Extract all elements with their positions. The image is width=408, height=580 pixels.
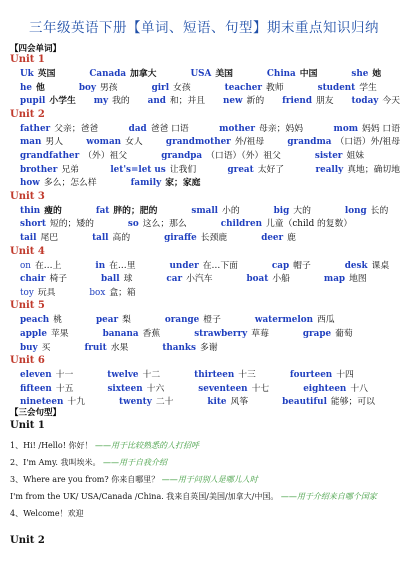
word-chinese: 外/祖母 bbox=[234, 137, 265, 148]
word-chinese: 十四 bbox=[336, 370, 354, 381]
word-chinese: 课桌 bbox=[371, 260, 390, 271]
word-english: new bbox=[222, 96, 243, 107]
word-english: peach bbox=[20, 315, 50, 326]
word-chinese: 风筝 bbox=[230, 397, 249, 408]
word-chinese: 短的；矮的 bbox=[49, 219, 94, 230]
word-english: really bbox=[315, 164, 344, 175]
word-english: fourteen bbox=[289, 370, 333, 381]
word-english: apple bbox=[20, 329, 47, 339]
word-english: fat bbox=[95, 205, 110, 216]
word-chinese: 西瓜 bbox=[316, 315, 335, 326]
word-english: grape bbox=[302, 329, 332, 339]
word-english: eighteen bbox=[303, 383, 347, 394]
word-english: fifteen bbox=[20, 383, 52, 394]
word-chinese: 椅子 bbox=[49, 274, 68, 285]
word-english: tail bbox=[20, 233, 37, 243]
sentence-line bbox=[10, 457, 167, 468]
word-english: grandfather bbox=[20, 151, 80, 161]
word-english: ball bbox=[101, 274, 120, 285]
word-english: twenty bbox=[119, 397, 152, 408]
word-chinese: 女孩 bbox=[173, 82, 191, 93]
word-chinese: 她 bbox=[372, 69, 382, 79]
word-chinese: 我的 bbox=[112, 96, 130, 107]
word-english: pear bbox=[96, 315, 119, 326]
word-chinese: 小船 bbox=[272, 274, 290, 285]
unit-heading: Unit 6 bbox=[10, 355, 45, 367]
word-chinese: 和；并且 bbox=[169, 96, 206, 107]
unit-heading: Unit 4 bbox=[10, 245, 45, 257]
word-english: he bbox=[20, 82, 32, 93]
word-english: thanks bbox=[162, 342, 196, 353]
word-chinese: 长颈鹿 bbox=[200, 233, 228, 243]
sentence-line bbox=[10, 440, 199, 451]
word-chinese: 高的 bbox=[112, 233, 131, 243]
word-chinese: 水果 bbox=[110, 342, 129, 353]
word-english: Uk bbox=[20, 69, 34, 79]
word-english: great bbox=[227, 164, 254, 175]
word-chinese: 香蕉 bbox=[142, 329, 161, 339]
word-chinese: 玩具 bbox=[37, 287, 56, 298]
word-english: on bbox=[20, 260, 31, 271]
word-chinese: 十五 bbox=[55, 383, 74, 394]
word-english: teacher bbox=[224, 82, 263, 93]
word-chinese: 十三 bbox=[238, 370, 256, 381]
word-chinese: 葡萄 bbox=[335, 329, 353, 339]
word-english: boy bbox=[78, 82, 96, 93]
word-chinese: 他 bbox=[36, 82, 45, 93]
word-chinese: 十七 bbox=[251, 383, 270, 394]
word-english: small bbox=[191, 205, 219, 216]
word-english: pupil bbox=[20, 96, 46, 107]
word-chinese: 今天 bbox=[382, 96, 400, 107]
word-english: thin bbox=[20, 205, 41, 216]
word-english: she bbox=[351, 69, 369, 79]
word-chinese: 能够；可以 bbox=[330, 397, 375, 408]
word-chinese: 十六 bbox=[146, 383, 165, 394]
word-english: short bbox=[20, 219, 46, 230]
word-chinese: 球 bbox=[123, 274, 133, 285]
word-english: let's=let us bbox=[110, 164, 166, 175]
word-chinese: 梨 bbox=[122, 315, 131, 326]
word-chinese: 家；家庭 bbox=[165, 178, 201, 189]
word-chinese: 地图 bbox=[349, 274, 367, 285]
word-english: buy bbox=[20, 342, 38, 353]
sentence-line bbox=[10, 474, 258, 485]
word-chinese: 真地；确切地 bbox=[347, 164, 400, 175]
word-chinese: 美国 bbox=[215, 69, 233, 79]
word-english: toy bbox=[20, 287, 34, 298]
word-chinese: 尾巴 bbox=[40, 233, 59, 243]
word-chinese: 草莓 bbox=[251, 329, 269, 339]
word-english: grandmother bbox=[165, 137, 231, 148]
word-chinese: （口语）（外）祖父 bbox=[206, 151, 281, 161]
word-chinese: 小的 bbox=[222, 205, 240, 216]
word-english: thirteen bbox=[194, 370, 235, 381]
word-chinese: （外）祖父 bbox=[83, 151, 128, 161]
word-chinese: 鹿 bbox=[287, 233, 296, 243]
word-english: in bbox=[95, 260, 106, 271]
word-chinese: 学生 bbox=[359, 82, 377, 93]
word-chinese: 多谢 bbox=[199, 342, 218, 353]
word-chinese: 在…里 bbox=[109, 260, 136, 271]
word-english: student bbox=[317, 82, 356, 93]
sentence-text: I'm from the UK/ USA/Canada /China. 我来自英国/美国/加拿大/中国。 bbox=[10, 492, 279, 501]
word-english: car bbox=[166, 274, 183, 285]
word-chinese: （口语）外/祖母 bbox=[335, 137, 400, 148]
word-chinese: 这么；那么 bbox=[142, 219, 187, 230]
word-chinese: 桃 bbox=[53, 315, 63, 326]
sentence-line bbox=[10, 508, 84, 519]
word-english: woman bbox=[86, 137, 122, 148]
word-english: tall bbox=[92, 233, 109, 243]
word-chinese: 小汽车 bbox=[186, 274, 213, 285]
word-english: twelve bbox=[107, 370, 139, 381]
unit-heading: Unit 1 bbox=[10, 54, 45, 65]
word-chinese: 太好了 bbox=[257, 164, 285, 175]
word-chinese: 教师 bbox=[266, 82, 284, 93]
word-english: under bbox=[169, 260, 199, 271]
word-chinese: 男人 bbox=[45, 137, 64, 148]
word-english: my bbox=[93, 96, 109, 107]
word-chinese: 苹果 bbox=[50, 329, 69, 339]
word-chinese: 胖的；肥的 bbox=[113, 205, 158, 216]
word-chinese: 男孩 bbox=[99, 82, 118, 93]
word-english: man bbox=[20, 137, 42, 148]
word-english: dad bbox=[128, 123, 147, 134]
word-chinese: 十九 bbox=[67, 397, 85, 408]
word-english: USA bbox=[190, 69, 212, 79]
word-chinese: 十二 bbox=[142, 370, 161, 381]
word-english: watermelon bbox=[254, 315, 313, 326]
word-english: box bbox=[89, 287, 106, 298]
word-english: deer bbox=[261, 233, 284, 243]
sentence-text: 2、I'm Amy. 我叫埃米。 bbox=[10, 458, 101, 467]
word-english: sixteen bbox=[107, 383, 143, 394]
word-english: desk bbox=[344, 260, 368, 271]
word-chinese: 爸爸 口语 bbox=[150, 123, 189, 134]
word-chinese: 橙子 bbox=[203, 315, 221, 326]
word-english: kite bbox=[207, 397, 227, 408]
word-english: fruit bbox=[84, 342, 107, 353]
word-chinese: 帽子 bbox=[293, 260, 311, 271]
word-english: China bbox=[266, 69, 296, 79]
word-english: map bbox=[323, 274, 346, 285]
word-english: seventeen bbox=[198, 383, 248, 394]
word-chinese: 母亲；妈妈 bbox=[259, 123, 304, 134]
unit-heading: Unit 2 bbox=[10, 108, 45, 120]
sentence-note: ——用于问别人是哪儿人时 bbox=[159, 475, 258, 484]
unit-heading: Unit 5 bbox=[10, 300, 45, 312]
word-english: nineteen bbox=[20, 397, 64, 408]
word-english: friend bbox=[282, 96, 312, 107]
word-english: brother bbox=[20, 164, 58, 175]
word-chinese: 大的 bbox=[293, 205, 311, 216]
section-heading-sentences: 【三会句型】 bbox=[10, 408, 62, 418]
word-english: big bbox=[273, 205, 290, 216]
page-title: 三年级英语下册【单词、短语、句型】期末重点知识归纳 bbox=[29, 20, 379, 36]
word-english: sister bbox=[314, 151, 343, 161]
word-english: girl bbox=[151, 82, 170, 93]
word-english: beautiful bbox=[282, 397, 327, 408]
word-english: how bbox=[20, 178, 40, 189]
word-chinese: 长的 bbox=[370, 205, 389, 216]
word-english: boat bbox=[246, 274, 269, 285]
word-english: and bbox=[147, 96, 166, 107]
word-chinese: 朋友 bbox=[315, 96, 334, 107]
word-english: chair bbox=[20, 274, 46, 285]
word-english: family bbox=[130, 178, 162, 189]
word-chinese: 多么；怎么样 bbox=[43, 178, 97, 189]
word-chinese: 兄弟 bbox=[61, 164, 79, 175]
word-chinese: 在…上 bbox=[34, 260, 62, 271]
sentence-note: ——用于介绍来自哪个国家 bbox=[278, 492, 377, 501]
unit-heading: Unit 3 bbox=[10, 190, 45, 202]
word-english: mother bbox=[219, 123, 256, 134]
sentence-unit-heading: Unit 2 bbox=[10, 535, 45, 546]
word-chinese: 妈妈 口语 bbox=[362, 123, 400, 134]
sentence-text: 4、Welcome！欢迎 bbox=[10, 509, 84, 518]
word-english: so bbox=[127, 219, 139, 230]
word-english: children bbox=[220, 219, 262, 230]
word-chinese: 姐妹 bbox=[346, 151, 365, 161]
sentence-text: 3、Where are you from? 你来自哪里？ bbox=[10, 475, 160, 484]
word-chinese: 买 bbox=[41, 342, 51, 353]
word-english: orange bbox=[164, 315, 200, 326]
word-english: eleven bbox=[20, 370, 52, 381]
sentence-note: ——用于自我介绍 bbox=[100, 458, 168, 467]
word-chinese: 盒；箱 bbox=[109, 287, 136, 298]
word-english: banana bbox=[102, 329, 139, 339]
word-chinese: 在…下面 bbox=[202, 260, 238, 271]
word-english: today bbox=[351, 96, 379, 107]
word-chinese: 新的 bbox=[246, 96, 265, 107]
word-english: father bbox=[20, 123, 51, 134]
sentence-line bbox=[10, 491, 377, 502]
word-english: cap bbox=[271, 260, 290, 271]
word-chinese: 儿童（child 的复数） bbox=[265, 219, 353, 230]
word-english: long bbox=[344, 205, 367, 216]
sentence-unit-heading: Unit 1 bbox=[10, 420, 45, 431]
word-chinese: 让我们 bbox=[169, 164, 197, 175]
word-english: mom bbox=[333, 123, 359, 134]
word-english: strawberry bbox=[194, 329, 248, 339]
word-chinese: 瘦的 bbox=[44, 205, 62, 216]
word-english: grandpa bbox=[161, 151, 203, 161]
word-english: Canada bbox=[89, 69, 127, 79]
word-chinese: 中国 bbox=[299, 69, 318, 79]
sentence-note: ——用于比较熟悉的人打招呼 bbox=[92, 441, 200, 450]
word-english: giraffe bbox=[164, 233, 197, 243]
section-heading-words: 【四会单词】 bbox=[10, 44, 62, 54]
word-chinese: 十一 bbox=[55, 370, 74, 381]
word-chinese: 父亲；爸爸 bbox=[54, 123, 99, 134]
word-english: grandma bbox=[287, 137, 332, 148]
sentence-text: 1、Hi! /Hello! 你好！ bbox=[10, 441, 93, 450]
word-chinese: 女人 bbox=[125, 137, 143, 148]
word-chinese: 十八 bbox=[350, 383, 368, 394]
word-chinese: 加拿大 bbox=[130, 69, 157, 79]
word-chinese: 英国 bbox=[37, 69, 56, 79]
word-chinese: 小学生 bbox=[49, 96, 76, 107]
word-chinese: 二十 bbox=[155, 397, 174, 408]
